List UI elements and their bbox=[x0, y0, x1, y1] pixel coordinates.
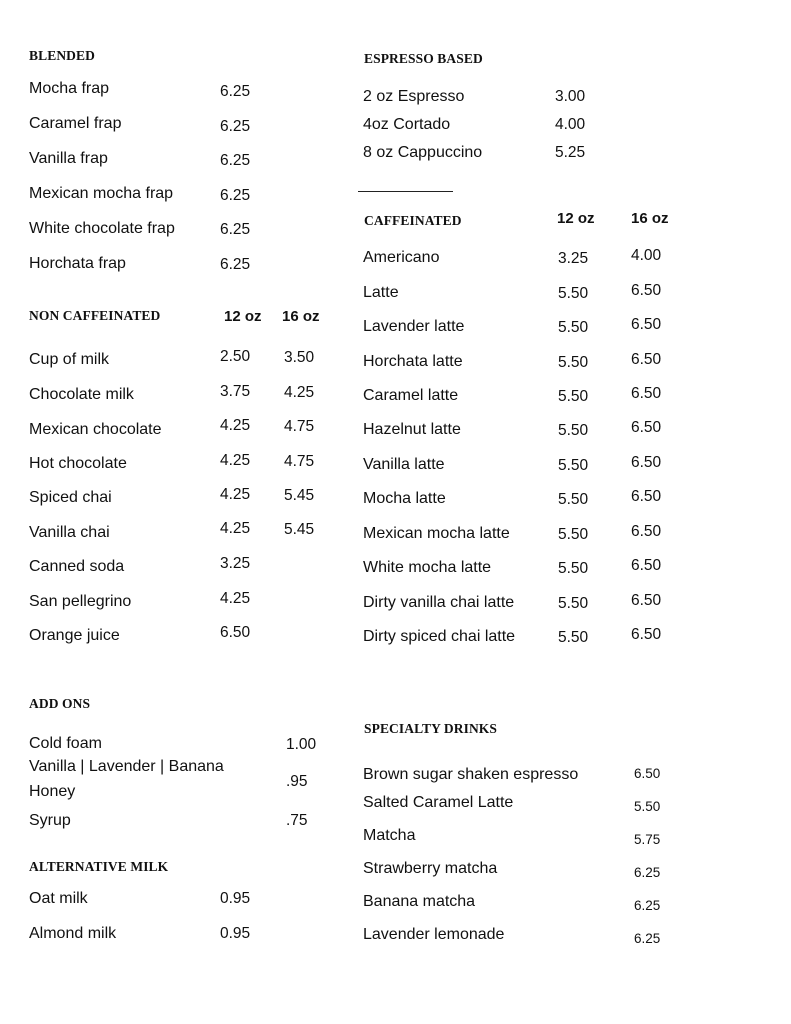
caffeinated-price-12: 5.50 bbox=[558, 560, 589, 577]
non-caffeinated-price-12: 6.50 bbox=[220, 624, 251, 641]
caffeinated-price-16: 6.50 bbox=[631, 488, 662, 505]
non-caffeinated-price-16: 4.25 bbox=[284, 384, 315, 401]
non-caffeinated-price-12: 3.25 bbox=[220, 555, 251, 572]
blended-item-name: Caramel frap bbox=[29, 115, 122, 132]
espresso-based-heading: ESPRESSO BASED bbox=[364, 51, 483, 66]
caffeinated-item-name: Vanilla latte bbox=[363, 456, 445, 473]
specialty-item-price: 6.25 bbox=[634, 898, 661, 913]
non-caffeinated-price-16: 5.45 bbox=[284, 521, 315, 538]
caffeinated-price-12: 3.25 bbox=[558, 250, 589, 267]
specialty-item-name: Lavender lemonade bbox=[363, 926, 505, 943]
alternative-milk-item-name: Oat milk bbox=[29, 890, 88, 907]
blended-item-price: 6.25 bbox=[220, 187, 251, 204]
blended-item-price: 6.25 bbox=[220, 83, 251, 100]
caffeinated-price-16: 6.50 bbox=[631, 592, 662, 609]
caffeinated-price-12: 5.50 bbox=[558, 285, 589, 302]
specialty-item-price: 5.50 bbox=[634, 799, 661, 814]
non-caffeinated-item-name: Orange juice bbox=[29, 627, 120, 644]
non-caffeinated-price-12: 4.25 bbox=[220, 486, 251, 503]
blended-item-price: 6.25 bbox=[220, 256, 251, 273]
alternative-milk-item-price: 0.95 bbox=[220, 925, 251, 942]
blended-item-name: Vanilla frap bbox=[29, 150, 108, 167]
caffeinated-price-12: 5.50 bbox=[558, 319, 589, 336]
espresso-item-price: 3.00 bbox=[555, 88, 586, 105]
non-caffeinated-item-name: Cup of milk bbox=[29, 351, 110, 368]
blended-item-price: 6.25 bbox=[220, 152, 251, 169]
non-caffeinated-heading: NON CAFFEINATED bbox=[29, 308, 161, 323]
specialty-item-price: 6.50 bbox=[634, 766, 661, 781]
non-caffeinated-item-name: San pellegrino bbox=[29, 593, 132, 610]
non-caffeinated-price-16: 4.75 bbox=[284, 453, 315, 470]
blended-item-name: Mexican mocha frap bbox=[29, 185, 174, 202]
caffeinated-price-12: 5.50 bbox=[558, 526, 589, 543]
blended-item-name: Horchata frap bbox=[29, 255, 126, 272]
specialty-item-name: Strawberry matcha bbox=[363, 860, 498, 877]
caffeinated-item-name: Horchata latte bbox=[363, 353, 463, 370]
caffeinated-16oz-header: 16 oz bbox=[631, 210, 669, 227]
non-caffeinated-price-12: 4.25 bbox=[220, 452, 251, 469]
espresso-item-price: 5.25 bbox=[555, 144, 586, 161]
non-caffeinated-price-12: 4.25 bbox=[220, 417, 251, 434]
non-caffeinated-item-name: Chocolate milk bbox=[29, 386, 134, 403]
caffeinated-price-16: 6.50 bbox=[631, 626, 662, 643]
caffeinated-price-16: 6.50 bbox=[631, 316, 662, 333]
non-caffeinated-price-16: 5.45 bbox=[284, 487, 315, 504]
caffeinated-item-name: Latte bbox=[363, 284, 399, 301]
caffeinated-price-16: 6.50 bbox=[631, 454, 662, 471]
caffeinated-item-name: Caramel latte bbox=[363, 387, 459, 404]
specialty-item-name: Brown sugar shaken espresso bbox=[363, 766, 579, 783]
caffeinated-12oz-header: 12 oz bbox=[557, 210, 595, 227]
blended-item-name: Mocha frap bbox=[29, 80, 110, 97]
caffeinated-price-16: 6.50 bbox=[631, 351, 662, 368]
non-caffeinated-item-name: Vanilla chai bbox=[29, 524, 110, 541]
non-caffeinated-12oz-header: 12 oz bbox=[224, 308, 262, 325]
specialty-item-price: 5.75 bbox=[634, 832, 661, 847]
alternative-milk-heading: ALTERNATIVE MILK bbox=[29, 859, 169, 874]
add-on-item-price: .75 bbox=[286, 812, 308, 829]
section-divider bbox=[358, 191, 453, 192]
non-caffeinated-price-12: 4.25 bbox=[220, 590, 251, 607]
specialty-item-price: 6.25 bbox=[634, 865, 661, 880]
caffeinated-price-12: 5.50 bbox=[558, 595, 589, 612]
caffeinated-price-12: 5.50 bbox=[558, 629, 589, 646]
caffeinated-item-name: White mocha latte bbox=[363, 559, 492, 576]
non-caffeinated-price-12: 2.50 bbox=[220, 348, 251, 365]
caffeinated-price-16: 6.50 bbox=[631, 385, 662, 402]
non-caffeinated-item-name: Hot chocolate bbox=[29, 455, 127, 472]
non-caffeinated-price-12: 4.25 bbox=[220, 520, 251, 537]
caffeinated-price-16: 6.50 bbox=[631, 557, 662, 574]
specialty-item-name: Matcha bbox=[363, 827, 416, 844]
caffeinated-price-12: 5.50 bbox=[558, 457, 589, 474]
add-on-item-name-continued: Honey bbox=[29, 783, 76, 800]
add-on-item-name: Syrup bbox=[29, 812, 71, 829]
add-on-item-price: .95 bbox=[286, 773, 308, 790]
espresso-item-name: 4oz Cortado bbox=[363, 116, 451, 133]
espresso-item-name: 2 oz Espresso bbox=[363, 88, 465, 105]
non-caffeinated-price-16: 4.75 bbox=[284, 418, 315, 435]
caffeinated-price-16: 6.50 bbox=[631, 419, 662, 436]
blended-item-price: 6.25 bbox=[220, 221, 251, 238]
non-caffeinated-item-name: Mexican chocolate bbox=[29, 421, 162, 438]
add-on-item-name: Cold foam bbox=[29, 735, 102, 752]
caffeinated-price-12: 5.50 bbox=[558, 354, 589, 371]
caffeinated-heading: CAFFEINATED bbox=[364, 213, 462, 228]
caffeinated-price-12: 5.50 bbox=[558, 491, 589, 508]
non-caffeinated-16oz-header: 16 oz bbox=[282, 308, 320, 325]
specialty-item-name: Banana matcha bbox=[363, 893, 476, 910]
non-caffeinated-price-16: 3.50 bbox=[284, 349, 315, 366]
specialty-item-name: Salted Caramel Latte bbox=[363, 794, 514, 811]
add-ons-heading: ADD ONS bbox=[29, 696, 91, 711]
blended-item-name: White chocolate frap bbox=[29, 220, 175, 237]
caffeinated-item-name: Dirty spiced chai latte bbox=[363, 628, 516, 645]
blended-heading: BLENDED bbox=[29, 48, 95, 63]
blended-item-price: 6.25 bbox=[220, 118, 251, 135]
add-on-item-price: 1.00 bbox=[286, 736, 317, 753]
espresso-item-name: 8 oz Cappuccino bbox=[363, 144, 483, 161]
alternative-milk-item-name: Almond milk bbox=[29, 925, 117, 942]
caffeinated-price-16: 6.50 bbox=[631, 282, 662, 299]
caffeinated-item-name: Americano bbox=[363, 249, 440, 266]
caffeinated-item-name: Mocha latte bbox=[363, 490, 446, 507]
caffeinated-item-name: Dirty vanilla chai latte bbox=[363, 594, 515, 611]
caffeinated-item-name: Hazelnut latte bbox=[363, 421, 461, 438]
caffeinated-price-16: 6.50 bbox=[631, 523, 662, 540]
specialty-item-price: 6.25 bbox=[634, 931, 661, 946]
add-on-item-name: Vanilla | Lavender | Banana bbox=[29, 758, 224, 775]
specialty-drinks-heading: SPECIALTY DRINKS bbox=[364, 721, 498, 736]
alternative-milk-item-price: 0.95 bbox=[220, 890, 251, 907]
espresso-item-price: 4.00 bbox=[555, 116, 586, 133]
non-caffeinated-price-12: 3.75 bbox=[220, 383, 251, 400]
caffeinated-item-name: Mexican mocha latte bbox=[363, 525, 510, 542]
caffeinated-item-name: Lavender latte bbox=[363, 318, 465, 335]
non-caffeinated-item-name: Spiced chai bbox=[29, 489, 112, 506]
caffeinated-price-12: 5.50 bbox=[558, 422, 589, 439]
non-caffeinated-item-name: Canned soda bbox=[29, 558, 125, 575]
caffeinated-price-16: 4.00 bbox=[631, 247, 662, 264]
caffeinated-price-12: 5.50 bbox=[558, 388, 589, 405]
